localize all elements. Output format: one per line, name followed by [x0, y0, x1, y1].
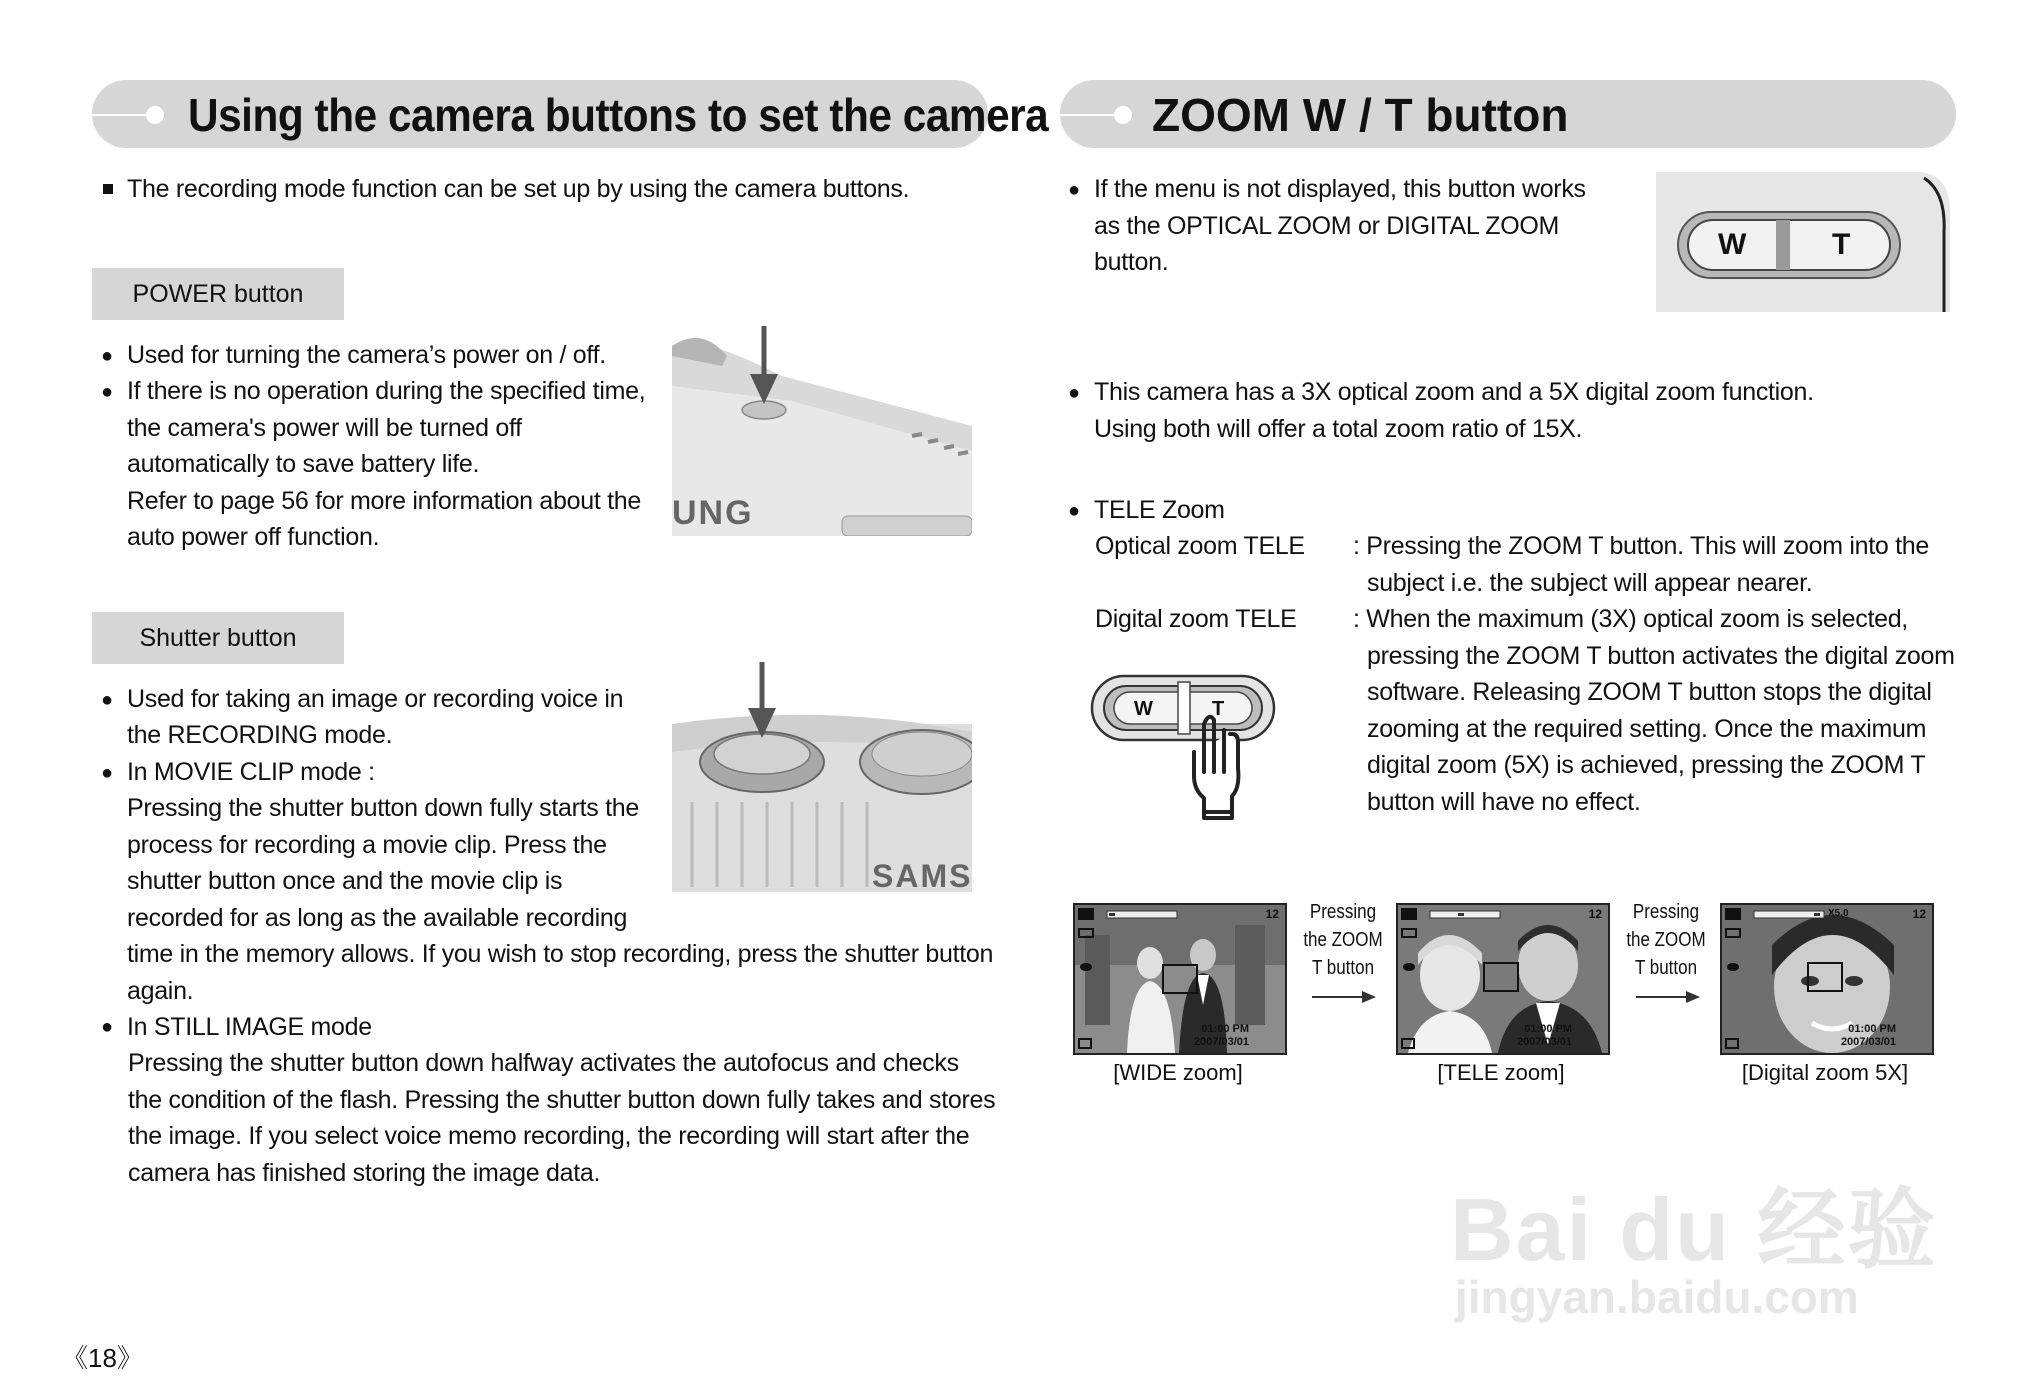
shutter-line: Pressing the shutter button down fully starts the	[127, 794, 639, 822]
header-line-decoration	[1060, 114, 1120, 116]
shutter-line: the condition of the flash. Pressing the shutter button down fully takes and stores	[128, 1086, 996, 1114]
digital-zoom-desc: button will have no effect.	[1367, 788, 1641, 816]
bullet-dot: ●	[1068, 179, 1081, 201]
camera-brand-fragment: UNG	[672, 494, 754, 532]
screen-date: 2007/03/01	[1840, 1036, 1896, 1048]
header-dot-decoration	[1114, 106, 1132, 124]
shutter-line: time in the memory allows. If you wish to stop recording, press the shutter button	[127, 940, 994, 968]
power-line: automatically to save battery life.	[127, 450, 480, 478]
digital-zoom-caption: [Digital zoom 5X]	[1741, 1060, 1909, 1085]
arrow-right-icon	[1636, 990, 1700, 1004]
shutter-line: In STILL IMAGE mode	[127, 1013, 372, 1041]
digital-zoom-screen	[1720, 903, 1934, 1055]
shot-count: 12	[1912, 907, 1926, 921]
power-line: If there is no operation during the specified time,	[127, 377, 646, 405]
bullet-dot: ●	[101, 1016, 114, 1038]
zoom-ratio-line: This camera has a 3X optical zoom and a 5X digital zoom function.	[1094, 378, 1814, 406]
zoom-w-label: W	[1134, 698, 1153, 720]
zoom-t-label: T	[1832, 228, 1851, 261]
header-line-decoration	[92, 114, 152, 116]
menu-line: as the OPTICAL ZOOM or DIGITAL ZOOM	[1094, 212, 1560, 240]
menu-line: If the menu is not displayed, this button works	[1094, 175, 1586, 203]
shutter-button-illustration	[672, 662, 972, 892]
screen-date: 2007/03/01	[1516, 1036, 1572, 1048]
digital-zoom-desc: pressing the ZOOM T button activates the digital zoom	[1367, 642, 1955, 670]
wide-zoom-screen	[1073, 903, 1287, 1055]
header-dot-decoration	[146, 106, 164, 124]
tele-zoom-title: TELE Zoom	[1094, 496, 1225, 524]
pressing-label: Pressing the ZOOM T button	[1303, 901, 1383, 979]
right-section-header	[1060, 80, 1956, 148]
bullet-dot: ●	[101, 689, 114, 711]
shutter-line: the RECORDING mode.	[127, 721, 393, 749]
baidu-watermark-logo: Bai du 经验	[1450, 1180, 1938, 1279]
power-button-tag: POWER button	[92, 268, 344, 320]
tele-zoom-caption: [TELE zoom]	[1437, 1060, 1565, 1085]
tele-zoom-screen	[1396, 903, 1610, 1055]
power-line: Refer to page 56 for more information about the	[127, 487, 641, 515]
wide-zoom-caption: [WIDE zoom]	[1113, 1060, 1243, 1085]
intro-text: The recording mode function can be set up by using the camera buttons.	[127, 175, 910, 203]
right-header-title: ZOOM W / T button	[1152, 89, 1569, 141]
power-line: auto power off function.	[127, 523, 380, 551]
shutter-button-tag: Shutter button	[92, 612, 344, 664]
digital-zoom-desc: : When the maximum (3X) optical zoom is selected,	[1353, 605, 1908, 633]
bullet-dot: ●	[1068, 500, 1081, 522]
digital-zoom-desc: digital zoom (5X) is achieved, pressing the ZOOM T	[1367, 751, 1926, 779]
optical-zoom-desc: : Pressing the ZOOM T button. This will zoom into the	[1353, 532, 1930, 560]
shutter-line: process for recording a movie clip. Press the	[127, 831, 607, 859]
power-button-illustration	[672, 326, 972, 536]
shutter-line: camera has finished storing the image data.	[128, 1159, 601, 1187]
baidu-watermark-url: jingyan.baidu.com	[1455, 1271, 1859, 1323]
zoom-ratio-line: Using both will offer a total zoom ratio of 15X.	[1094, 415, 1583, 443]
shutter-line: In MOVIE CLIP mode :	[127, 758, 375, 786]
shutter-line: Pressing the shutter button down halfway activates the autofocus and checks	[128, 1049, 959, 1077]
screen-time: 01:00 PM	[1201, 1023, 1249, 1035]
shutter-line: again.	[127, 977, 194, 1005]
menu-line: button.	[1094, 248, 1169, 276]
bullet-dot: ●	[101, 762, 114, 784]
digital-zoom-label: Digital zoom TELE	[1095, 605, 1297, 633]
bullet-dot: ●	[101, 381, 114, 403]
shot-count: 12	[1588, 907, 1602, 921]
shutter-line: Used for taking an image or recording voice in	[127, 685, 624, 713]
camera-brand-fragment: SAMS	[872, 858, 972, 892]
shutter-line: recorded for as long as the available recording	[127, 904, 628, 932]
shot-count: 12	[1265, 907, 1279, 921]
zoom-badge: X5.0	[1828, 908, 1849, 919]
shutter-line: shutter button once and the movie clip is	[127, 867, 563, 895]
digital-zoom-desc: software. Releasing ZOOM T button stops the digital	[1367, 678, 1932, 706]
power-line: Used for turning the camera’s power on / off.	[127, 341, 606, 369]
power-line: the camera's power will be turned off	[127, 414, 522, 442]
optical-zoom-label: Optical zoom TELE	[1095, 532, 1305, 560]
screen-time: 01:00 PM	[1524, 1023, 1572, 1035]
pressing-label: Pressing the ZOOM T button	[1626, 901, 1706, 979]
arrow-right-icon	[1312, 990, 1376, 1004]
square-bullet	[103, 184, 113, 194]
screen-date: 2007/03/01	[1193, 1036, 1249, 1048]
digital-zoom-desc: zooming at the required setting. Once the maximum	[1367, 715, 1927, 743]
shutter-line: the image. If you select voice memo recording, the recording will start after the	[128, 1122, 970, 1150]
zoom-button-illustration	[1656, 172, 1950, 312]
left-header-title: Using the camera buttons to set the camera	[188, 89, 1049, 141]
screen-time: 01:00 PM	[1848, 1023, 1896, 1035]
zoom-t-label: T	[1212, 698, 1225, 720]
bullet-dot: ●	[101, 345, 114, 367]
optical-zoom-desc: subject i.e. the subject will appear nearer.	[1367, 569, 1813, 597]
zoom-press-illustration	[1090, 672, 1278, 830]
page-number: 《18》	[62, 1343, 143, 1373]
zoom-w-label: W	[1718, 228, 1747, 261]
left-section-header	[92, 80, 1049, 148]
bullet-dot: ●	[1068, 382, 1081, 404]
